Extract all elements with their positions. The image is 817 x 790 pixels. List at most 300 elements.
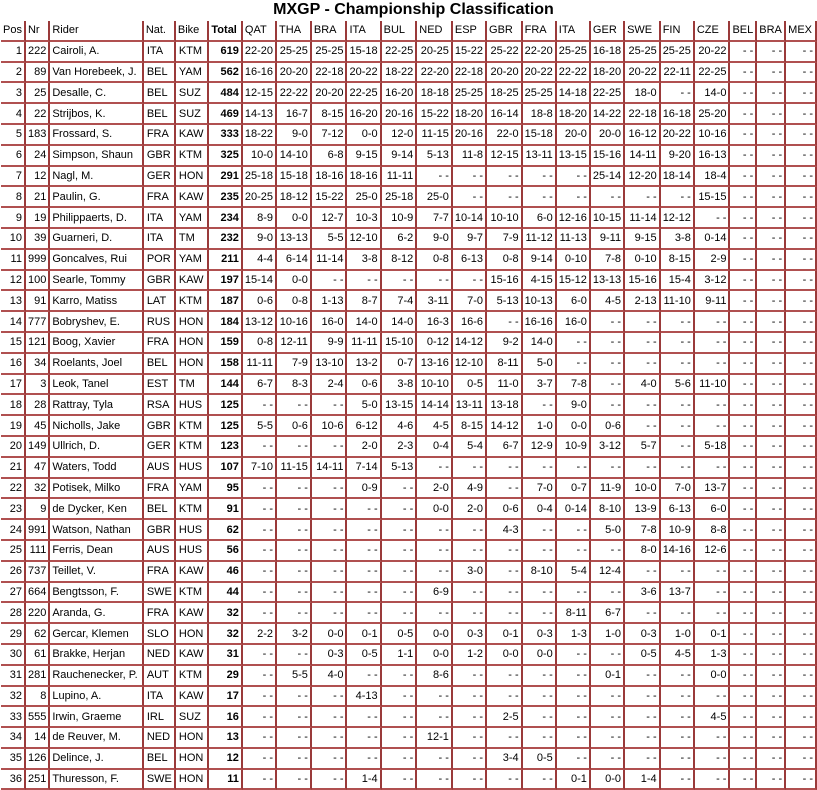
- race-result-cell: 13-12: [243, 312, 277, 333]
- race-result-cell: - -: [661, 458, 695, 479]
- rider-cell: de Reuver, M.: [50, 728, 143, 749]
- race-result-cell: - -: [757, 770, 786, 790]
- race-result-cell: 25-18: [382, 187, 418, 208]
- race-result-cell: 25-22: [487, 42, 523, 63]
- column-header-qat-6: QAT: [243, 21, 277, 42]
- pos-cell: 11: [1, 250, 26, 271]
- race-result-cell: 9-9: [312, 333, 348, 354]
- race-result-cell: - -: [523, 603, 557, 624]
- race-result-cell: - -: [730, 687, 757, 708]
- race-result-cell: - -: [730, 125, 757, 146]
- race-result-cell: 18-12: [277, 187, 312, 208]
- race-result-cell: - -: [347, 666, 381, 687]
- race-result-cell: - -: [557, 749, 591, 770]
- race-result-cell: 0-0: [417, 624, 453, 645]
- race-result-cell: - -: [347, 583, 381, 604]
- race-result-cell: 12-20: [625, 167, 661, 188]
- race-result-cell: - -: [757, 562, 786, 583]
- total-points-cell: 16: [209, 707, 242, 728]
- race-result-cell: 14-14: [417, 395, 453, 416]
- race-result-cell: 18-25: [487, 83, 523, 104]
- race-result-cell: - -: [417, 520, 453, 541]
- column-header-gbr-13: GBR: [487, 21, 523, 42]
- race-result-cell: 1-13: [312, 291, 348, 312]
- race-result-cell: - -: [625, 395, 661, 416]
- number-cell: 89: [26, 63, 50, 84]
- race-result-cell: 0-4: [417, 437, 453, 458]
- total-points-cell: 333: [209, 125, 242, 146]
- table-row: [1, 645, 817, 666]
- pos-cell: 12: [1, 271, 26, 292]
- race-result-cell: 11-11: [382, 167, 418, 188]
- race-result-cell: - -: [786, 437, 817, 458]
- race-result-cell: 15-16: [487, 271, 523, 292]
- number-cell: 25: [26, 83, 50, 104]
- column-header-tha-7: THA: [277, 21, 312, 42]
- race-result-cell: - -: [347, 603, 381, 624]
- number-cell: 91: [26, 291, 50, 312]
- pos-cell: 35: [1, 749, 26, 770]
- rider-cell: Watson, Nathan: [50, 520, 143, 541]
- race-result-cell: - -: [757, 312, 786, 333]
- race-result-cell: - -: [347, 728, 381, 749]
- race-result-cell: 16-20: [382, 83, 418, 104]
- race-result-cell: 12-11: [277, 333, 312, 354]
- race-result-cell: 2-0: [347, 437, 381, 458]
- total-points-cell: 232: [209, 229, 242, 250]
- table-row: [1, 707, 817, 728]
- race-result-cell: 13-16: [417, 354, 453, 375]
- race-result-cell: - -: [757, 63, 786, 84]
- number-cell: 126: [26, 749, 50, 770]
- race-result-cell: - -: [757, 541, 786, 562]
- number-cell: 183: [26, 125, 50, 146]
- number-cell: 111: [26, 541, 50, 562]
- race-result-cell: 10-9: [557, 437, 591, 458]
- number-cell: 61: [26, 645, 50, 666]
- race-result-cell: 7-7: [417, 208, 453, 229]
- race-result-cell: - -: [786, 583, 817, 604]
- race-result-cell: - -: [661, 333, 695, 354]
- race-result-cell: 5-7: [625, 437, 661, 458]
- race-result-cell: - -: [243, 666, 277, 687]
- race-result-cell: 16-18: [591, 42, 625, 63]
- race-result-cell: - -: [625, 416, 661, 437]
- race-result-cell: - -: [757, 333, 786, 354]
- race-result-cell: 11-12: [523, 229, 557, 250]
- race-result-cell: - -: [625, 312, 661, 333]
- race-result-cell: - -: [347, 499, 381, 520]
- race-result-cell: 18-22: [382, 63, 418, 84]
- race-result-cell: 20-20: [487, 63, 523, 84]
- race-result-cell: - -: [347, 707, 381, 728]
- race-result-cell: 1-4: [625, 770, 661, 790]
- column-header-fin-18: FIN: [661, 21, 695, 42]
- race-result-cell: 0-10: [625, 250, 661, 271]
- race-result-cell: 0-0: [557, 416, 591, 437]
- race-result-cell: - -: [453, 520, 487, 541]
- race-result-cell: 3-4: [487, 749, 523, 770]
- number-cell: 100: [26, 271, 50, 292]
- race-result-cell: - -: [382, 707, 418, 728]
- race-result-cell: 0-6: [487, 499, 523, 520]
- race-result-cell: - -: [277, 583, 312, 604]
- race-result-cell: - -: [786, 104, 817, 125]
- race-result-cell: - -: [453, 770, 487, 790]
- table-row: [1, 208, 817, 229]
- table-row: [1, 167, 817, 188]
- table-row: [1, 520, 817, 541]
- race-result-cell: - -: [417, 749, 453, 770]
- race-result-cell: - -: [453, 603, 487, 624]
- bike-cell: HUS: [176, 541, 210, 562]
- race-result-cell: 9-15: [625, 229, 661, 250]
- race-result-cell: 0-6: [347, 375, 381, 396]
- race-result-cell: - -: [523, 728, 557, 749]
- race-result-cell: - -: [487, 167, 523, 188]
- table-row: [1, 83, 817, 104]
- race-result-cell: - -: [757, 291, 786, 312]
- table-row: [1, 728, 817, 749]
- race-result-cell: 6-13: [661, 499, 695, 520]
- race-result-cell: 25-25: [557, 42, 591, 63]
- race-result-cell: - -: [487, 479, 523, 500]
- race-result-cell: - -: [312, 479, 348, 500]
- race-result-cell: 12-6: [695, 541, 731, 562]
- race-result-cell: - -: [453, 707, 487, 728]
- nationality-cell: SWE: [144, 583, 176, 604]
- race-result-cell: 6-12: [347, 416, 381, 437]
- race-result-cell: 7-12: [312, 125, 348, 146]
- race-result-cell: 18-4: [695, 167, 731, 188]
- race-result-cell: 13-9: [625, 499, 661, 520]
- race-result-cell: - -: [625, 187, 661, 208]
- race-result-cell: 14-0: [523, 333, 557, 354]
- pos-cell: 16: [1, 354, 26, 375]
- race-result-cell: - -: [757, 458, 786, 479]
- race-result-cell: - -: [243, 541, 277, 562]
- pos-cell: 25: [1, 541, 26, 562]
- total-points-cell: 619: [209, 42, 242, 63]
- race-result-cell: 22-25: [591, 83, 625, 104]
- race-result-cell: 12-10: [347, 229, 381, 250]
- race-result-cell: 9-0: [243, 229, 277, 250]
- rider-cell: Thuresson, F.: [50, 770, 143, 790]
- race-result-cell: - -: [757, 208, 786, 229]
- nationality-cell: FRA: [144, 479, 176, 500]
- race-result-cell: 4-9: [453, 479, 487, 500]
- total-points-cell: 31: [209, 645, 242, 666]
- race-result-cell: 25-0: [347, 187, 381, 208]
- race-result-cell: 15-15: [695, 187, 731, 208]
- rider-cell: Delince, J.: [50, 749, 143, 770]
- race-result-cell: - -: [382, 687, 418, 708]
- race-result-cell: 20-16: [382, 104, 418, 125]
- rider-cell: Desalle, C.: [50, 83, 143, 104]
- bike-cell: SUZ: [176, 104, 210, 125]
- bike-cell: HUS: [176, 395, 210, 416]
- race-result-cell: 8-11: [557, 603, 591, 624]
- race-result-cell: 16-12: [625, 125, 661, 146]
- table-row: [1, 42, 817, 63]
- nationality-cell: NED: [144, 728, 176, 749]
- pos-cell: 29: [1, 624, 26, 645]
- race-result-cell: 15-18: [523, 125, 557, 146]
- nationality-cell: GBR: [144, 271, 176, 292]
- race-result-cell: 9-11: [695, 291, 731, 312]
- pos-cell: 36: [1, 770, 26, 790]
- race-result-cell: 2-4: [312, 375, 348, 396]
- race-result-cell: - -: [661, 312, 695, 333]
- race-result-cell: 22-20: [417, 63, 453, 84]
- race-result-cell: - -: [786, 687, 817, 708]
- race-result-cell: - -: [730, 375, 757, 396]
- race-result-cell: - -: [557, 728, 591, 749]
- total-points-cell: 32: [209, 603, 242, 624]
- nationality-cell: NED: [144, 645, 176, 666]
- pos-cell: 14: [1, 312, 26, 333]
- race-result-cell: 2-5: [487, 707, 523, 728]
- number-cell: 555: [26, 707, 50, 728]
- race-result-cell: 4-0: [312, 666, 348, 687]
- race-result-cell: - -: [487, 541, 523, 562]
- race-result-cell: - -: [591, 707, 625, 728]
- race-result-cell: 0-3: [312, 645, 348, 666]
- race-result-cell: 13-2: [347, 354, 381, 375]
- race-result-cell: 0-0: [487, 645, 523, 666]
- bike-cell: HON: [176, 728, 210, 749]
- race-result-cell: - -: [695, 333, 731, 354]
- race-result-cell: - -: [757, 749, 786, 770]
- race-result-cell: 13-13: [277, 229, 312, 250]
- race-result-cell: 1-0: [661, 624, 695, 645]
- bike-cell: HON: [176, 354, 210, 375]
- race-result-cell: 0-1: [557, 770, 591, 790]
- pos-cell: 4: [1, 104, 26, 125]
- race-result-cell: 1-4: [347, 770, 381, 790]
- race-result-cell: 4-5: [417, 416, 453, 437]
- race-result-cell: 10-10: [487, 208, 523, 229]
- race-result-cell: 12-12: [661, 208, 695, 229]
- bike-cell: SUZ: [176, 707, 210, 728]
- race-result-cell: - -: [786, 458, 817, 479]
- race-result-cell: - -: [786, 312, 817, 333]
- race-result-cell: 14-0: [382, 312, 418, 333]
- race-result-cell: - -: [661, 728, 695, 749]
- race-result-cell: 7-10: [243, 458, 277, 479]
- race-result-cell: 0-6: [591, 416, 625, 437]
- total-points-cell: 11: [209, 770, 242, 790]
- race-result-cell: 25-25: [453, 83, 487, 104]
- pos-cell: 10: [1, 229, 26, 250]
- race-result-cell: - -: [625, 687, 661, 708]
- race-result-cell: 9-20: [661, 146, 695, 167]
- number-cell: 3: [26, 375, 50, 396]
- race-result-cell: 11-15: [277, 458, 312, 479]
- race-result-cell: - -: [730, 624, 757, 645]
- race-result-cell: - -: [786, 146, 817, 167]
- pos-cell: 30: [1, 645, 26, 666]
- pos-cell: 26: [1, 562, 26, 583]
- race-result-cell: - -: [730, 458, 757, 479]
- race-result-cell: - -: [453, 687, 487, 708]
- race-result-cell: 9-14: [382, 146, 418, 167]
- race-result-cell: 20-25: [243, 187, 277, 208]
- race-result-cell: 5-0: [347, 395, 381, 416]
- race-result-cell: 10-3: [347, 208, 381, 229]
- race-result-cell: 13-7: [695, 479, 731, 500]
- number-cell: 991: [26, 520, 50, 541]
- race-result-cell: 13-13: [591, 271, 625, 292]
- race-result-cell: - -: [757, 125, 786, 146]
- race-result-cell: - -: [730, 583, 757, 604]
- race-result-cell: - -: [757, 42, 786, 63]
- race-result-cell: - -: [277, 728, 312, 749]
- race-result-cell: 4-13: [347, 687, 381, 708]
- bike-cell: HUS: [176, 458, 210, 479]
- race-result-cell: 0-0: [417, 645, 453, 666]
- race-result-cell: - -: [382, 583, 418, 604]
- table-row: [1, 63, 817, 84]
- race-result-cell: 10-13: [523, 291, 557, 312]
- race-result-cell: 11-11: [347, 333, 381, 354]
- race-result-cell: 0-1: [591, 666, 625, 687]
- race-result-cell: 8-0: [625, 541, 661, 562]
- total-points-cell: 44: [209, 583, 242, 604]
- total-points-cell: 562: [209, 63, 242, 84]
- race-result-cell: - -: [786, 749, 817, 770]
- race-result-cell: 0-1: [347, 624, 381, 645]
- table-row: [1, 479, 817, 500]
- rider-cell: Van Horebeek, J.: [50, 63, 143, 84]
- race-result-cell: - -: [523, 395, 557, 416]
- race-result-cell: - -: [757, 146, 786, 167]
- pos-cell: 7: [1, 167, 26, 188]
- race-result-cell: - -: [312, 271, 348, 292]
- race-result-cell: 14-0: [347, 312, 381, 333]
- race-result-cell: - -: [523, 458, 557, 479]
- race-result-cell: - -: [757, 499, 786, 520]
- number-cell: 34: [26, 354, 50, 375]
- nationality-cell: ITA: [144, 42, 176, 63]
- race-result-cell: - -: [312, 541, 348, 562]
- race-result-cell: 8-10: [523, 562, 557, 583]
- bike-cell: KTM: [176, 583, 210, 604]
- number-cell: 21: [26, 187, 50, 208]
- race-result-cell: - -: [243, 728, 277, 749]
- race-result-cell: 15-16: [625, 271, 661, 292]
- race-result-cell: - -: [312, 562, 348, 583]
- race-result-cell: 25-25: [523, 83, 557, 104]
- race-result-cell: - -: [557, 687, 591, 708]
- race-result-cell: - -: [277, 645, 312, 666]
- rider-cell: Cairoli, A.: [50, 42, 143, 63]
- race-result-cell: - -: [730, 63, 757, 84]
- race-result-cell: 22-18: [453, 63, 487, 84]
- race-result-cell: - -: [625, 458, 661, 479]
- race-result-cell: 11-11: [243, 354, 277, 375]
- number-cell: 45: [26, 416, 50, 437]
- nationality-cell: BEL: [144, 499, 176, 520]
- column-header-ita-15: ITA: [557, 21, 591, 42]
- column-header-fra-14: FRA: [523, 21, 557, 42]
- race-result-cell: - -: [757, 520, 786, 541]
- race-result-cell: 7-4: [382, 291, 418, 312]
- race-result-cell: 9-7: [453, 229, 487, 250]
- race-result-cell: - -: [487, 562, 523, 583]
- race-result-cell: - -: [557, 583, 591, 604]
- number-cell: 737: [26, 562, 50, 583]
- total-points-cell: 125: [209, 395, 242, 416]
- bike-cell: KAW: [176, 562, 210, 583]
- race-result-cell: - -: [382, 603, 418, 624]
- race-result-cell: - -: [243, 520, 277, 541]
- race-result-cell: - -: [277, 707, 312, 728]
- rider-cell: Ullrich, D.: [50, 437, 143, 458]
- race-result-cell: 18-16: [347, 167, 381, 188]
- race-result-cell: 0-3: [453, 624, 487, 645]
- pos-cell: 23: [1, 499, 26, 520]
- race-result-cell: - -: [661, 83, 695, 104]
- race-result-cell: 0-14: [557, 499, 591, 520]
- race-result-cell: 14-18: [557, 83, 591, 104]
- race-result-cell: 6-7: [487, 437, 523, 458]
- race-result-cell: 4-5: [695, 707, 731, 728]
- total-points-cell: 158: [209, 354, 242, 375]
- race-result-cell: - -: [453, 728, 487, 749]
- race-result-cell: - -: [730, 541, 757, 562]
- bike-cell: TM: [176, 375, 210, 396]
- race-result-cell: - -: [786, 395, 817, 416]
- race-result-cell: - -: [757, 354, 786, 375]
- race-result-cell: - -: [591, 395, 625, 416]
- table-row: [1, 562, 817, 583]
- race-result-cell: - -: [591, 375, 625, 396]
- race-result-cell: 12-15: [487, 146, 523, 167]
- nationality-cell: SWE: [144, 770, 176, 790]
- rider-cell: Brakke, Herjan: [50, 645, 143, 666]
- race-result-cell: 10-16: [277, 312, 312, 333]
- column-header-cze-19: CZE: [695, 21, 731, 42]
- race-result-cell: - -: [730, 167, 757, 188]
- nationality-cell: GBR: [144, 146, 176, 167]
- race-result-cell: 3-7: [523, 375, 557, 396]
- race-result-cell: - -: [695, 583, 731, 604]
- race-result-cell: 22-22: [277, 83, 312, 104]
- race-result-cell: 0-0: [312, 624, 348, 645]
- race-result-cell: - -: [730, 749, 757, 770]
- race-result-cell: 9-11: [591, 229, 625, 250]
- race-result-cell: - -: [661, 416, 695, 437]
- race-result-cell: 15-12: [557, 271, 591, 292]
- total-points-cell: 184: [209, 312, 242, 333]
- pos-cell: 13: [1, 291, 26, 312]
- race-result-cell: - -: [730, 479, 757, 500]
- race-result-cell: 0-5: [347, 645, 381, 666]
- total-points-cell: 291: [209, 167, 242, 188]
- race-result-cell: 10-10: [417, 375, 453, 396]
- race-result-cell: 8-3: [277, 375, 312, 396]
- race-result-cell: 25-25: [312, 42, 348, 63]
- race-result-cell: 15-22: [453, 42, 487, 63]
- rider-cell: Rauchenecker, P.: [50, 666, 143, 687]
- race-result-cell: - -: [312, 583, 348, 604]
- pos-cell: 20: [1, 437, 26, 458]
- race-result-cell: - -: [757, 229, 786, 250]
- race-result-cell: 20-22: [347, 63, 381, 84]
- race-result-cell: 14-16: [661, 541, 695, 562]
- race-result-cell: - -: [730, 333, 757, 354]
